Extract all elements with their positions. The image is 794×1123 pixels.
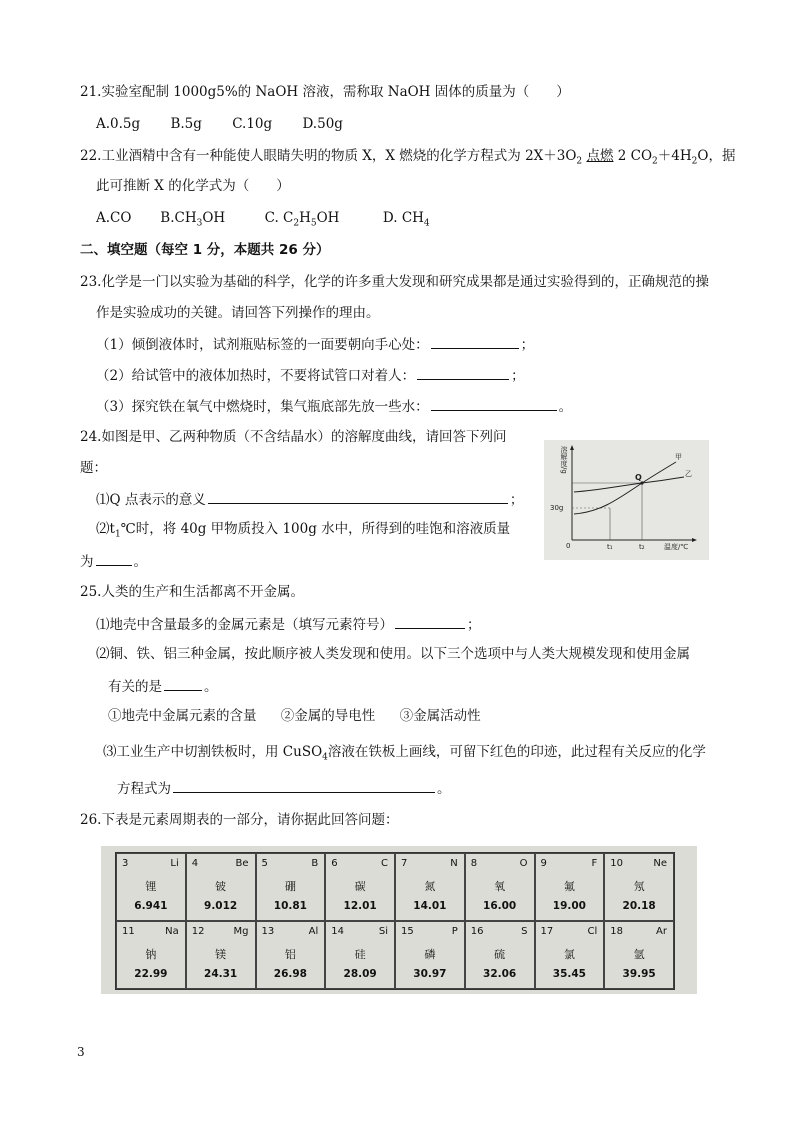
origin-label: 0 — [566, 542, 571, 550]
element-cell — [604, 921, 674, 989]
periodic-table-grid — [115, 852, 675, 990]
element-cell — [186, 921, 256, 989]
point-q-label: Q — [635, 473, 642, 482]
element-name: 铝 — [284, 948, 296, 961]
q23-sub2: （2）给试管中的液体加热时，不要将试管口对着人： ； — [96, 365, 525, 385]
element-cell — [604, 853, 674, 921]
element-number: 14 — [331, 926, 344, 937]
element-name: 氖 — [633, 880, 645, 893]
element-mass: 24.31 — [204, 968, 238, 980]
element-number: 13 — [261, 926, 275, 937]
section-heading: 二、填空题（每空 1 分，本题共 26 分） — [80, 242, 330, 258]
element-cell — [465, 921, 535, 989]
periodic-table-image — [101, 846, 697, 994]
q25-sub2-line2: 有关的是 。 — [108, 676, 218, 696]
element-symbol: Cl — [587, 926, 598, 937]
element-symbol: Be — [235, 858, 249, 869]
q25-stem: 25.人类的生产和生活都离不开金属。 — [80, 584, 304, 600]
element-symbol: Al — [308, 926, 319, 937]
q24-sub2-line2: 为 。 — [80, 551, 147, 571]
answer-blank[interactable] — [96, 551, 132, 566]
q25-sub2-line1: ⑵铜、铁、铝三种金属，按此顺序被人类发现和使用。以下三个选项中与人类大规模发现和使用金属 — [96, 646, 690, 662]
x-tick-t2: t₂ — [639, 543, 645, 551]
q23-sub3: （3）探究铁在氧气中燃烧时，集气瓶底部先放一些水： 。 — [96, 396, 572, 416]
element-mass: 20.18 — [622, 900, 656, 912]
x-axis-arrow — [692, 538, 697, 542]
q24-sub1: ⑴Q 点表示的意义 ； — [96, 489, 523, 509]
element-mass: 6.941 — [134, 900, 168, 912]
q21-option-b: B.5g — [170, 116, 202, 132]
element-mass: 10.81 — [273, 900, 307, 912]
q23-stem-line2: 作是实验成功的关键。请回答下列操作的理由。 — [96, 305, 380, 321]
element-mass: 16.00 — [483, 900, 517, 912]
element-cell — [325, 921, 395, 989]
element-symbol: Ar — [656, 926, 667, 937]
element-name: 碳 — [354, 880, 366, 893]
answer-blank[interactable] — [431, 396, 557, 411]
element-name: 铍 — [215, 880, 227, 893]
x-tick-t1: t₁ — [607, 543, 613, 551]
curve-yi — [574, 477, 684, 492]
element-cell — [535, 921, 605, 989]
element-number: 7 — [401, 858, 408, 869]
element-name: 硫 — [494, 948, 506, 961]
element-number: 15 — [401, 926, 414, 937]
series-jia-label: 甲 — [675, 453, 682, 461]
answer-blank[interactable] — [164, 676, 202, 691]
q21-stem: 21.实验室配制 1000g5%的 NaOH 溶液，需称取 NaOH 固体的质量为（ ） — [80, 84, 570, 100]
element-cell — [395, 853, 465, 921]
q21-options — [96, 115, 369, 133]
element-mass: 35.45 — [552, 968, 586, 980]
element-mass: 32.06 — [483, 968, 517, 980]
element-cell — [535, 853, 605, 921]
element-name: 硼 — [284, 880, 296, 893]
element-mass: 30.97 — [413, 968, 447, 980]
q25-sub3-line2: 方程式为 。 — [117, 778, 451, 798]
element-number: 17 — [540, 926, 554, 937]
answer-blank[interactable] — [395, 614, 465, 629]
element-cell — [116, 853, 186, 921]
curve-jia — [574, 462, 676, 514]
element-number: 11 — [122, 926, 135, 937]
answer-blank[interactable] — [173, 778, 435, 793]
element-symbol: O — [519, 858, 528, 869]
element-cell — [116, 921, 186, 989]
answer-blank[interactable] — [417, 365, 509, 380]
solubility-chart-svg — [544, 440, 709, 560]
element-symbol: P — [451, 926, 458, 937]
element-mass: 39.95 — [622, 968, 656, 980]
element-symbol: Si — [378, 926, 388, 937]
element-number: 5 — [261, 858, 268, 869]
element-number: 18 — [610, 926, 623, 937]
element-symbol: Li — [170, 858, 179, 869]
element-mass: 26.98 — [273, 968, 307, 980]
element-mass: 12.01 — [343, 900, 377, 912]
element-number: 6 — [331, 858, 338, 869]
answer-blank[interactable] — [208, 489, 508, 504]
page-number: 3 — [77, 1045, 85, 1059]
q25-choice-3: ③金属活动性 — [399, 708, 481, 724]
element-name: 氧 — [494, 880, 506, 893]
q25-choice-1: ①地壳中金属元素的含量 — [108, 708, 257, 724]
element-symbol: Na — [165, 926, 179, 937]
element-name: 氟 — [563, 880, 575, 893]
element-number: 12 — [191, 926, 205, 937]
q22-stem-line2: 此可推断 X 的化学式为（ ） — [96, 178, 290, 194]
q24-stem-line2: 题： — [80, 460, 107, 476]
q21-option-d: D.50g — [302, 116, 343, 132]
element-mass: 22.99 — [134, 968, 168, 980]
element-name: 氮 — [424, 880, 436, 893]
q25-choice-2: ②金属的导电性 — [280, 708, 376, 724]
y-axis-arrow — [570, 445, 574, 450]
element-name: 氯 — [563, 948, 575, 961]
element-cell — [256, 921, 326, 989]
element-symbol: S — [521, 926, 528, 937]
series-yi-label: 乙 — [685, 470, 692, 478]
element-name: 磷 — [424, 948, 436, 961]
element-number: 10 — [610, 858, 623, 869]
q25-choices — [108, 707, 481, 725]
element-number: 8 — [470, 858, 478, 869]
x-axis-label: 温度/℃ — [664, 543, 689, 551]
element-name: 氩 — [633, 948, 645, 961]
element-name: 锂 — [145, 880, 157, 893]
element-symbol: N — [450, 858, 458, 869]
element-mass: 9.012 — [204, 900, 238, 912]
q22-option-c: C. $C_2H_5OH$ — [264, 210, 340, 229]
element-symbol: Ne — [653, 858, 667, 869]
element-number: 4 — [191, 858, 199, 869]
q24-stem-line1: 24.如图是甲、乙两种物质（不含结晶水）的溶解度曲线，请回答下列问 — [80, 429, 507, 445]
element-name: 硅 — [354, 948, 366, 961]
element-mass: 14.01 — [413, 900, 447, 912]
element-name: 钠 — [145, 948, 157, 961]
answer-blank[interactable] — [431, 334, 519, 349]
q25-sub1: ⑴地壳中含量最多的金属元素是（填写元素符号） ； — [96, 614, 481, 634]
element-symbol: F — [591, 858, 598, 869]
element-symbol: Mg — [233, 926, 249, 937]
element-cell — [325, 853, 395, 921]
element-mass: 19.00 — [552, 900, 586, 912]
q21-option-c: C.10g — [232, 116, 273, 132]
q22-option-a: A.CO — [96, 210, 132, 226]
element-mass: 28.09 — [343, 968, 377, 980]
q23-sub1: （1）倾倒液体时，试剂瓶贴标签的一面要朝向手心处： ； — [96, 334, 534, 354]
element-cell — [186, 853, 256, 921]
element-symbol: B — [311, 858, 319, 869]
q25-sub3-line1: ⑶工业生产中切割铁板时，用 CuSO$_4$溶液在铁板上画线，可留下红色的印迹，此过程有关反应的化学 — [103, 744, 706, 763]
element-cell — [395, 921, 465, 989]
q22-stem-line1: 22.工业酒精中含有一种能使人眼睛失明的物质 X，X 燃烧的化学方程式为 $2X+3O_2$ 点燃 2 $CO_2+4H_2O$，据 — [80, 148, 736, 167]
y-tick-30g: 30g — [550, 504, 564, 512]
q22-options — [96, 209, 430, 233]
element-cell — [465, 853, 535, 921]
q22-option-b: $B.CH_3OH$ — [160, 210, 226, 229]
element-cell — [256, 853, 326, 921]
element-number: 3 — [122, 858, 129, 869]
element-name: 镁 — [215, 948, 227, 961]
solubility-chart — [544, 440, 709, 560]
q22-option-d: D. $CH_4$ — [382, 210, 430, 229]
q24-sub2: $⑵t_1℃$时，将 40g 甲物质投入 100g 水中，所得到的哇饱和溶液质量 — [96, 521, 511, 540]
element-number: 16 — [470, 926, 484, 937]
element-symbol: C — [381, 858, 388, 869]
q21-option-a: A.0.5g — [96, 116, 141, 132]
reaction-condition: 点燃 — [586, 148, 614, 164]
y-axis-label: 溶解度/g — [560, 446, 568, 474]
q26-stem: 26.下表是元素周期表的一部分，请你据此回答问题： — [80, 812, 399, 828]
q23-stem-line1: 23.化学是一门以实验为基础的科学，化学的许多重大发现和研究成果都是通过实验得到的，正确规范的操 — [80, 274, 709, 290]
element-number: 9 — [540, 858, 547, 869]
